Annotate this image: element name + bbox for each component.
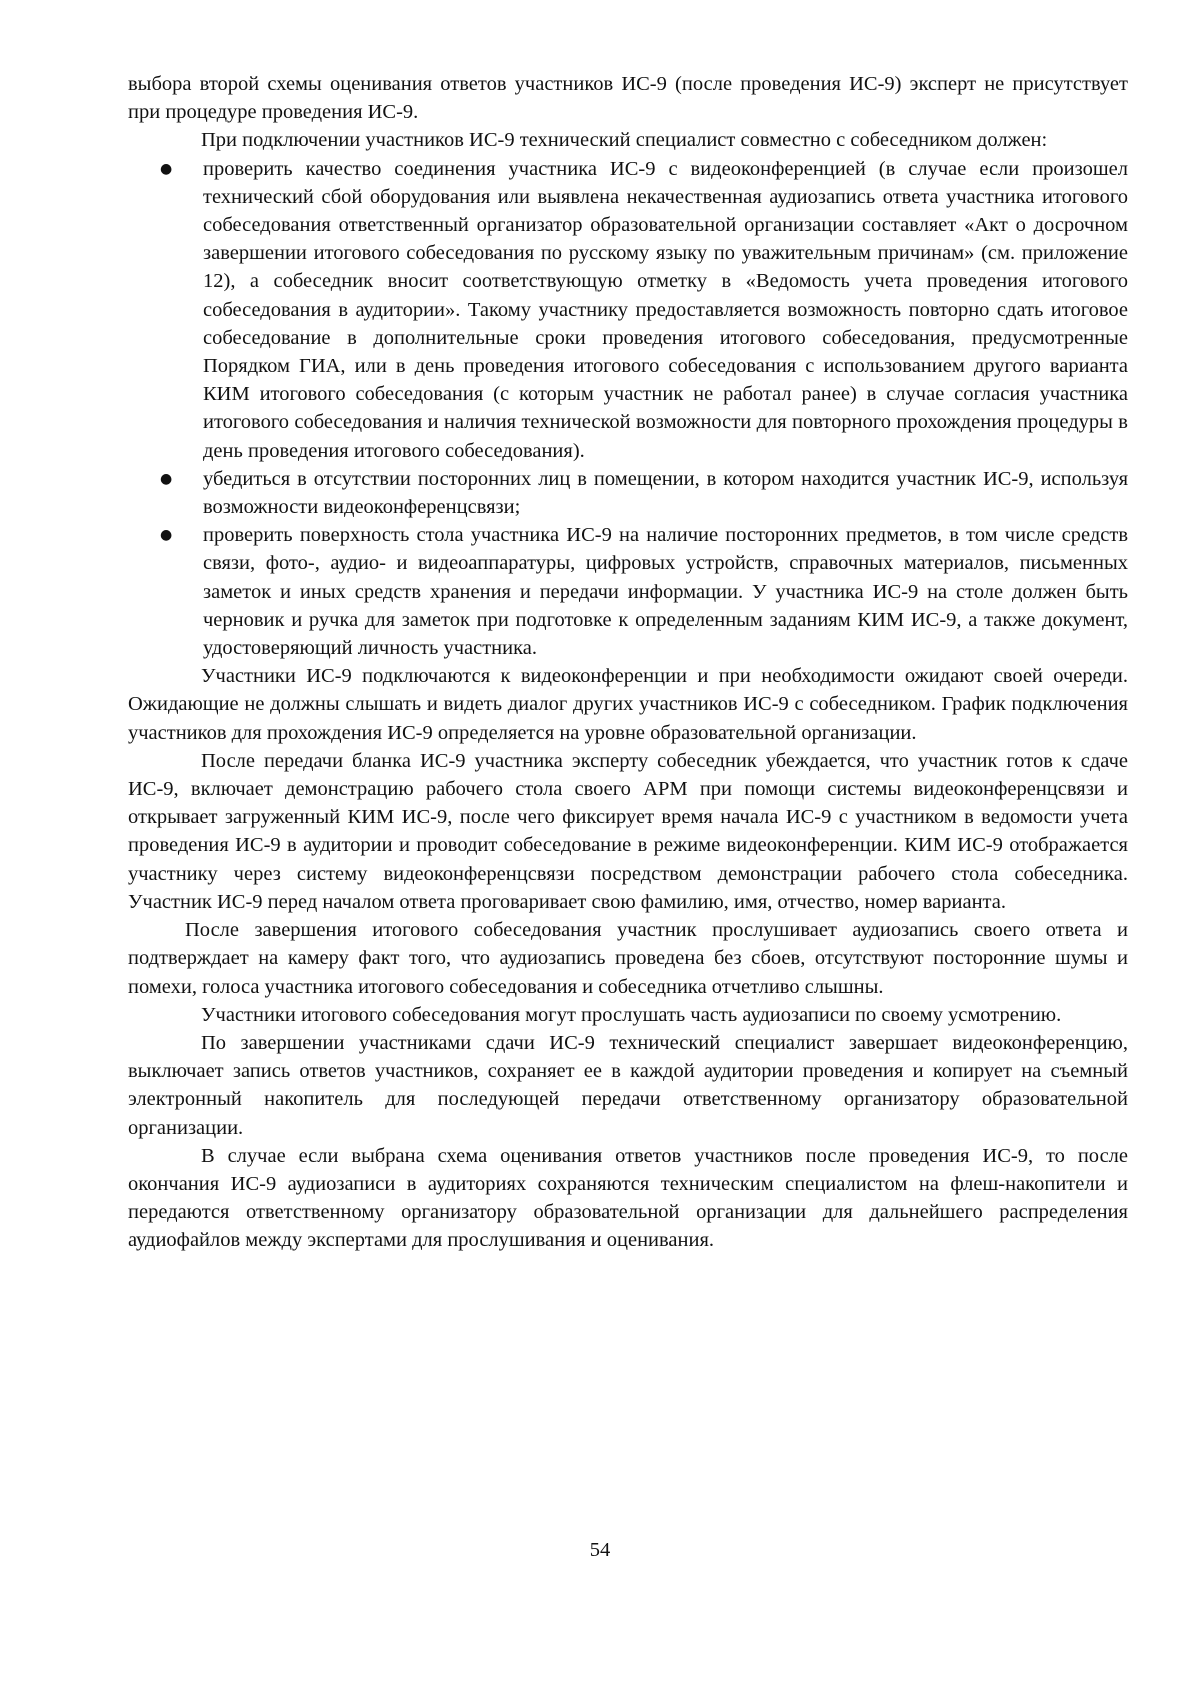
- paragraph-finish: По завершении участниками сдачи ИС-9 технический специалист завершает видеоконференцию, выключает запись ответов участников, сохраняет ее в каждой аудитории проведения и копирует на съемный электронный накопитель для последующей передачи ответственному организатору образовательной организации.: [128, 1031, 1128, 1139]
- paragraph-audio-storage: В случае если выбрана схема оценивания ответов участников после проведения ИС-9, то после окончания ИС-9 аудиозаписи в аудиториях сохраняются техническим специалистом на флеш-накопители и передаются ответственному организатору образовательной организации для дальнейшего распределения аудиофайлов между экспертами для прослушивания и оценивания.: [128, 1144, 1128, 1252]
- list-item-text: проверить качество соединения участника ИС-9 с видеоконференцией (в случае если произошел технический сбой оборудования или выявлена некачественная аудиозапись ответа участника итогового собеседования ответственный организатор образовательной организации составляет «Акт о досрочном завершении итогового собеседования по русскому языку по уважительным причинам» (см. приложение 12), а собеседник вносит соответствующую отметку в «Ведомость учета проведения итогового собеседования в аудитории». Такому участнику предоставляется возможность повторно сдать итоговое собеседование в дополнительные сроки проведения итогового собеседования, предусмотренные Порядком ГИА, или в день проведения итогового собеседования с использованием другого варианта КИМ итогового собеседования (с которым участник не работал ранее) в случае согласия участника итогового собеседования и наличия технической возможности для повторного прохождения процедуры в день проведения итогового собеседования).: [203, 157, 1128, 462]
- paragraph-connection-intro: При подключении участников ИС-9 технический специалист совместно с собеседником должен:: [201, 129, 1048, 152]
- bullet-icon: ●: [160, 470, 173, 487]
- list-item-text: проверить поверхность стола участника ИС-9 на наличие посторонних предметов, в том числе средств связи, фото-, аудио- и видеоаппаратуры, цифровых устройств, справочных материалов, письменных заметок и иных средств хранения и передачи информации. У участника ИС-9 на столе должен быть черновик и ручка для заметок при подготовке к определенным заданиям КИМ ИС-9, а также документ, удостоверяющий личность участника.: [203, 524, 1128, 660]
- paragraph-after-interview: После завершения итогового собеседования участник прослушивает аудиозапись своего ответа и подтверждает на камеру факт того, что аудиозапись проведена без сбоев, отсутствуют посторонние шумы и помехи, голоса участника итогового собеседования и собеседника отчетливо слышны.: [128, 919, 1128, 998]
- paragraph-waiting: Участники ИС-9 подключаются к видеоконференции и при необходимости ожидают своей очереди. Ожидающие не должны слышать и видеть диалог других участников ИС-9 с собеседником. График подключения участников для прохождения ИС-9 определяется на уровне образовательной организации.: [128, 665, 1128, 744]
- paragraph-listen: Участники итогового собеседования могут прослушать часть аудиозаписи по своему усмотрению.: [201, 1003, 1062, 1026]
- bullet-icon: ●: [160, 527, 173, 544]
- paragraph-continuation: выбора второй схемы оценивания ответов участников ИС-9 (после проведения ИС-9) эксперт не присутствует при процедуре проведения ИС-9.: [128, 73, 1128, 124]
- requirements-list: [128, 155, 1128, 663]
- document-page: [128, 70, 1128, 1255]
- list-item: [128, 521, 1128, 662]
- list-item: [128, 465, 1128, 521]
- bullet-icon: ●: [160, 160, 173, 177]
- paragraph-interview-start: После передачи бланка ИС-9 участника эксперту собеседник убеждается, что участник готов к сдаче ИС-9, включает демонстрацию рабочего стола своего АРМ при помощи системы видеоконференцсвязи и открывает загруженный КИМ ИС-9, после чего фиксирует время начала ИС-9 с участником в ведомости учета проведения ИС-9 в аудитории и проводит собеседование в режиме видеоконференции. КИМ ИС-9 отображается участнику через систему видеоконференцсвязи посредством демонстрации рабочего стола собеседника. Участник ИС-9 перед началом ответа проговаривает свою фамилию, имя, отчество, номер варианта.: [128, 749, 1128, 913]
- list-item: [128, 155, 1128, 465]
- page-number: 54: [589, 1539, 611, 1561]
- list-item-text: убедиться в отсутствии посторонних лиц в помещении, в котором находится участник ИС-9, используя возможности видеоконференцсвязи;: [203, 467, 1128, 519]
